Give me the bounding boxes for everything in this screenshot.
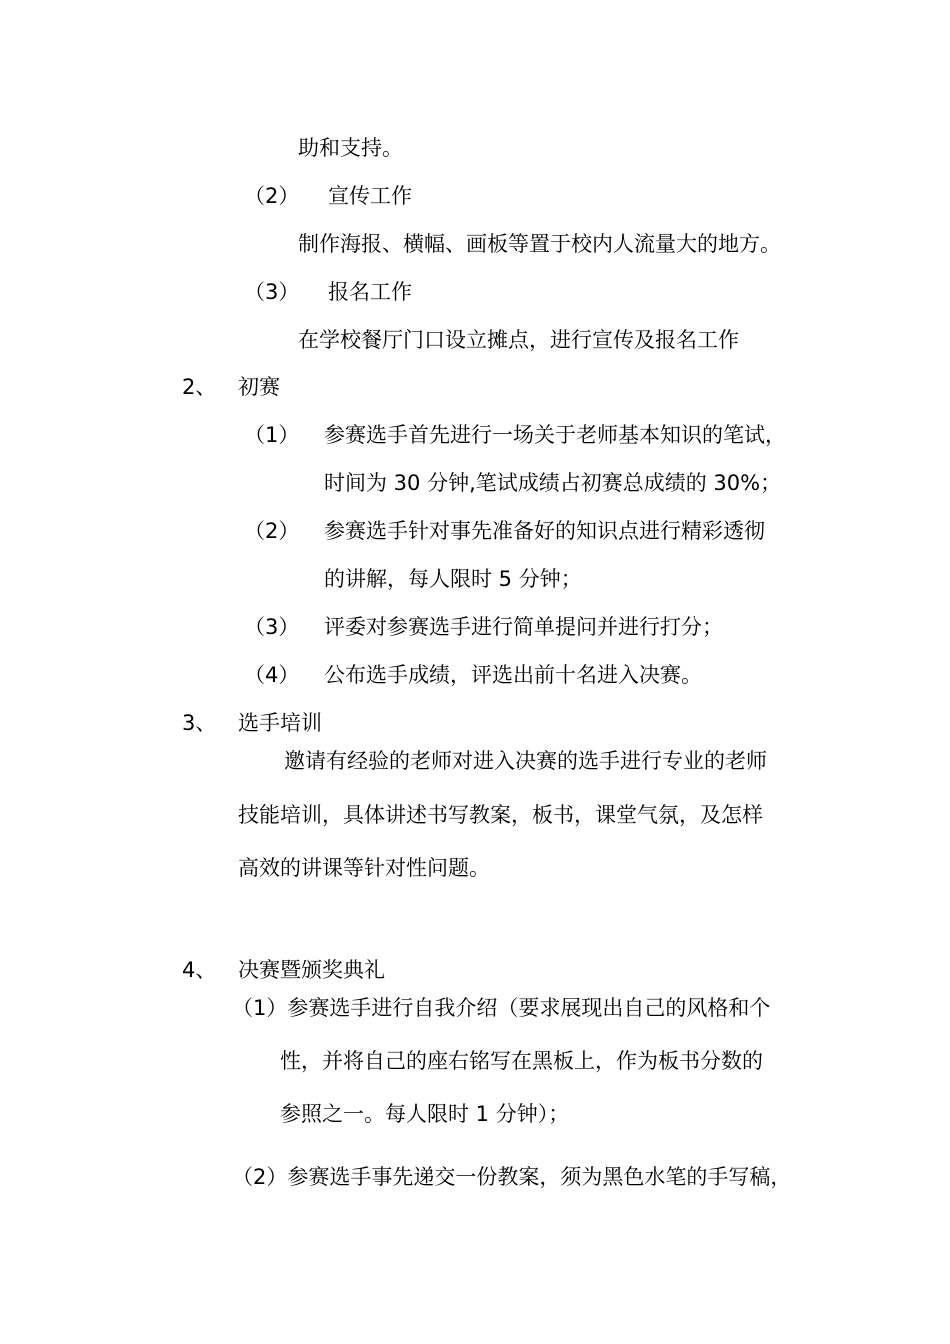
list-item-text: 公布选手成绩，评选出前十名进入决赛。 [324,663,702,687]
text-line: 在学校餐厅门口设立摊点，进行宣传及报名工作 [298,328,739,352]
list-number: （2） [244,184,300,208]
list-item-text: 评委对参赛选手进行简单提问并进行打分； [324,615,723,639]
text-line: 高效的讲课等针对性问题。 [238,856,490,880]
list-item-text: 参赛选手针对事先准备好的知识点进行精彩透彻 [324,519,765,543]
list-heading: 宣传工作 [328,184,412,208]
section-number: 3、 [182,711,217,735]
section-heading: 初赛 [238,375,280,399]
section-number: 2、 [182,375,217,399]
text-line: 助和支持。 [298,136,403,160]
text-line: 制作海报、横幅、画板等置于校内人流量大的地方。 [298,232,781,256]
list-item-text: （2）参赛选手事先递交一份教案，须为黑色水笔的手写稿， [232,1165,792,1189]
section-heading: 选手培训 [238,711,322,735]
list-number: （4） [244,663,300,687]
list-item-text: 参赛选手首先进行一场关于老师基本知识的笔试， [324,423,786,447]
text-line: 性，并将自己的座右铭写在黑板上，作为板书分数的 [280,1049,763,1073]
text-line: 参照之一。每人限时 1 分钟）； [280,1102,570,1126]
text-line: 时间为 30 分钟,笔试成绩占初赛总成绩的 30%； [324,471,782,495]
text-line: 邀请有经验的老师对进入决赛的选手进行专业的老师 [284,749,767,773]
list-number: （3） [244,280,300,304]
list-number: （3） [244,615,300,639]
list-number: （1） [244,423,300,447]
section-heading: 决赛暨颁奖典礼 [238,958,385,982]
list-item-text: （1）参赛选手进行自我介绍（要求展现出自己的风格和个 [232,996,771,1020]
list-number: （2） [244,519,300,543]
text-line: 的讲解，每人限时 5 分钟； [324,567,582,591]
text-line: 技能培训，具体讲述书写教案，板书，课堂气氛，及怎样 [238,803,763,827]
list-heading: 报名工作 [328,280,412,304]
section-number: 4、 [182,958,217,982]
